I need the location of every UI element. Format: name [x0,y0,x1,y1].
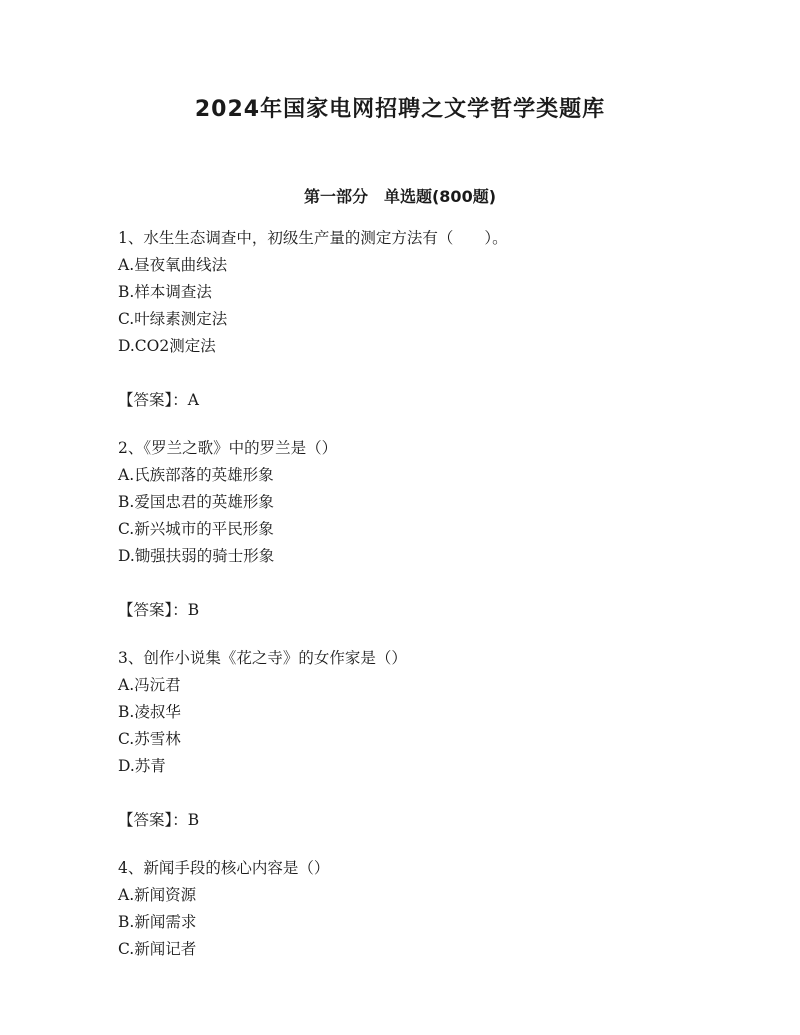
option-d: D.锄强扶弱的骑士形象 [118,547,275,565]
option-c: C.新兴城市的平民形象 [118,520,274,538]
question-stem: 1、水生生态调查中，初级生产量的测定方法有（ ）。 [118,229,508,247]
option-c: C.叶绿素测定法 [118,310,228,328]
option-b: B.爱国忠君的英雄形象 [118,493,274,511]
question-stem: 2、《罗兰之歌》中的罗兰是（） [118,439,338,457]
answer-value: B [187,601,200,619]
option-c: C.新闻记者 [118,940,197,958]
option-a: A.昼夜氧曲线法 [118,256,228,274]
question-4 [118,854,758,963]
option-b: B.新闻需求 [118,913,197,931]
question-list [118,224,758,983]
answer-value: A [187,391,199,409]
question-3 [118,644,758,834]
option-a: A.冯沅君 [118,676,181,694]
answer-label: 【答案】： [118,391,188,409]
option-a: A.新闻资源 [118,886,197,904]
document-title: 2024年国家电网招聘之文学哲学类题库 [194,97,606,122]
option-c: C.苏雪林 [118,730,181,748]
answer-label: 【答案】： [118,811,188,829]
option-d: D.苏青 [118,757,166,775]
option-a: A.氏族部落的英雄形象 [118,466,274,484]
option-b: B.凌叔华 [118,703,181,721]
option-d: D.CO2测定法 [118,337,216,355]
question-1 [118,224,758,414]
option-b: B.样本调查法 [118,283,212,301]
question-2 [118,434,758,624]
answer-line [118,386,758,414]
answer-value: B [187,811,200,829]
question-stem: 3、创作小说集《花之寺》的女作家是（） [118,649,407,667]
section-title: 第一部分 单选题(800题) [303,187,497,206]
answer-line [118,806,758,834]
answer-line [118,596,758,624]
answer-label: 【答案】： [118,601,188,619]
question-stem: 4、新闻手段的核心内容是（） [118,859,330,877]
